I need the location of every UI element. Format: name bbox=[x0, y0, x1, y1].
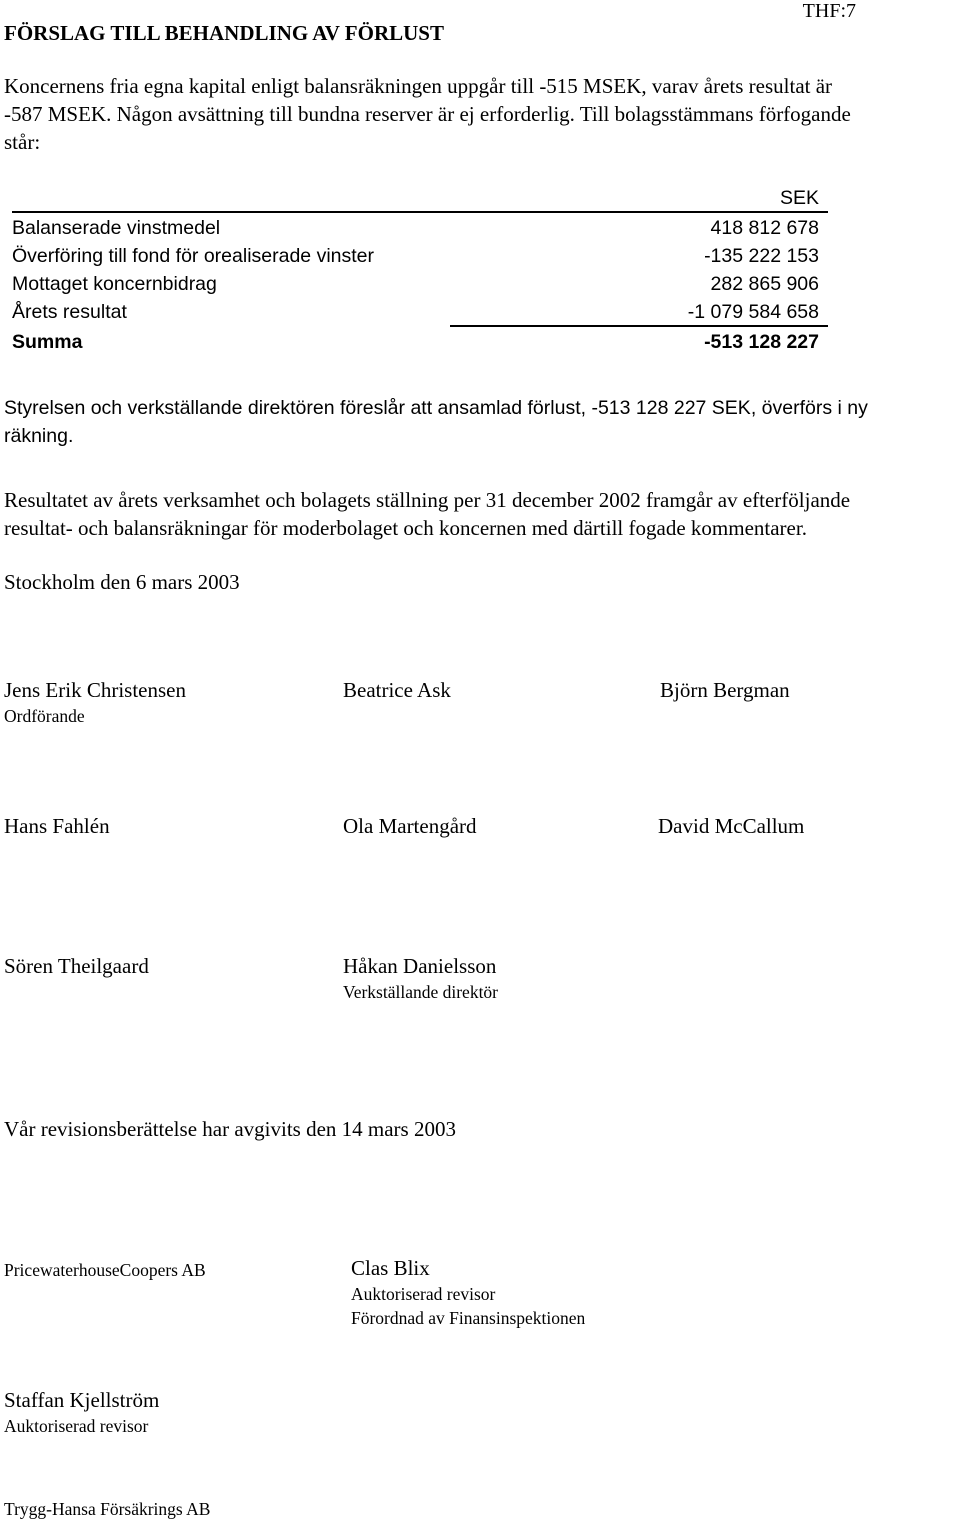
signatory-role: Verkställande direktör bbox=[343, 982, 499, 1002]
intro-paragraph bbox=[4, 72, 956, 156]
loss-table bbox=[12, 184, 828, 360]
table-row bbox=[12, 270, 828, 298]
proposal-line-2: räkning. bbox=[4, 425, 74, 447]
intro-line-2: -587 MSEK. Någon avsättning till bundna reserver är ej erforderlig. Till bolagsstämmans förfogande bbox=[4, 102, 851, 126]
insurer-firm: Trygg-Hansa Försäkrings AB bbox=[4, 1499, 211, 1519]
row-label: Överföring till fond för orealiserade vinster bbox=[12, 245, 374, 267]
signatory-name: David McCallum bbox=[658, 814, 805, 838]
page-title: FÖRSLAG TILL BEHANDLING AV FÖRLUST bbox=[4, 21, 444, 45]
audit-statement: Vår revisionsberättelse har avgivits den 14 mars 2003 bbox=[4, 1117, 456, 1141]
table-row bbox=[12, 214, 828, 242]
signatory-name: Ola Martengård bbox=[343, 814, 477, 838]
header-rule bbox=[12, 211, 828, 213]
audit-firm: PricewaterhouseCoopers AB bbox=[4, 1260, 206, 1280]
place-date: Stockholm den 6 mars 2003 bbox=[4, 570, 240, 594]
auditor-name: Clas Blix bbox=[351, 1256, 430, 1280]
row-amount: -1 079 584 658 bbox=[687, 301, 819, 323]
total-row bbox=[12, 328, 828, 356]
auditor-name: Staffan Kjellström bbox=[4, 1388, 160, 1412]
signatory-name: Björn Bergman bbox=[660, 678, 790, 702]
signatory-name: Hans Fahlén bbox=[4, 814, 110, 838]
intro-line-3: står: bbox=[4, 130, 41, 154]
table-header-row bbox=[12, 184, 828, 212]
auditor-title: Auktoriserad revisor bbox=[4, 1416, 149, 1436]
proposal-line-1: Styrelsen och verkställande direktören föreslår att ansamlad förlust, -513 128 227 SEK, överförs i ny bbox=[4, 397, 868, 419]
row-label: Mottaget koncernbidrag bbox=[12, 273, 217, 295]
signatory-name: Beatrice Ask bbox=[343, 678, 451, 702]
result-line-1: Resultatet av årets verksamhet och bolagets ställning per 31 december 2002 framgår av efterföljande bbox=[4, 488, 851, 512]
table-row bbox=[12, 298, 828, 326]
total-label: Summa bbox=[12, 331, 83, 353]
page-number: THF:7 bbox=[802, 0, 856, 22]
result-paragraph bbox=[4, 486, 956, 542]
auditor-note: Förordnad av Finansinspektionen bbox=[351, 1308, 586, 1328]
table-row bbox=[12, 242, 828, 270]
total-amount: -513 128 227 bbox=[704, 331, 819, 353]
row-label: Årets resultat bbox=[12, 301, 127, 323]
row-amount: 282 865 906 bbox=[710, 273, 819, 295]
row-amount: -135 222 153 bbox=[704, 245, 819, 267]
currency-header: SEK bbox=[779, 187, 819, 209]
signatory-role: Ordförande bbox=[4, 706, 85, 726]
proposal-paragraph bbox=[4, 394, 956, 450]
signatory-name: Jens Erik Christensen bbox=[4, 678, 186, 702]
intro-line-1: Koncernens fria egna kapital enligt balansräkningen uppgår till -515 MSEK, varav årets resultat är bbox=[4, 74, 833, 98]
subtotal-rule bbox=[450, 325, 828, 327]
result-line-2: resultat- och balansräkningar för moderbolaget och koncernen med därtill fogade kommentarer. bbox=[4, 516, 807, 540]
row-amount: 418 812 678 bbox=[710, 217, 819, 239]
row-label: Balanserade vinstmedel bbox=[12, 217, 221, 239]
signatory-name: Sören Theilgaard bbox=[4, 954, 149, 978]
auditor-title: Auktoriserad revisor bbox=[351, 1284, 496, 1304]
signatory-name: Håkan Danielsson bbox=[343, 954, 497, 978]
